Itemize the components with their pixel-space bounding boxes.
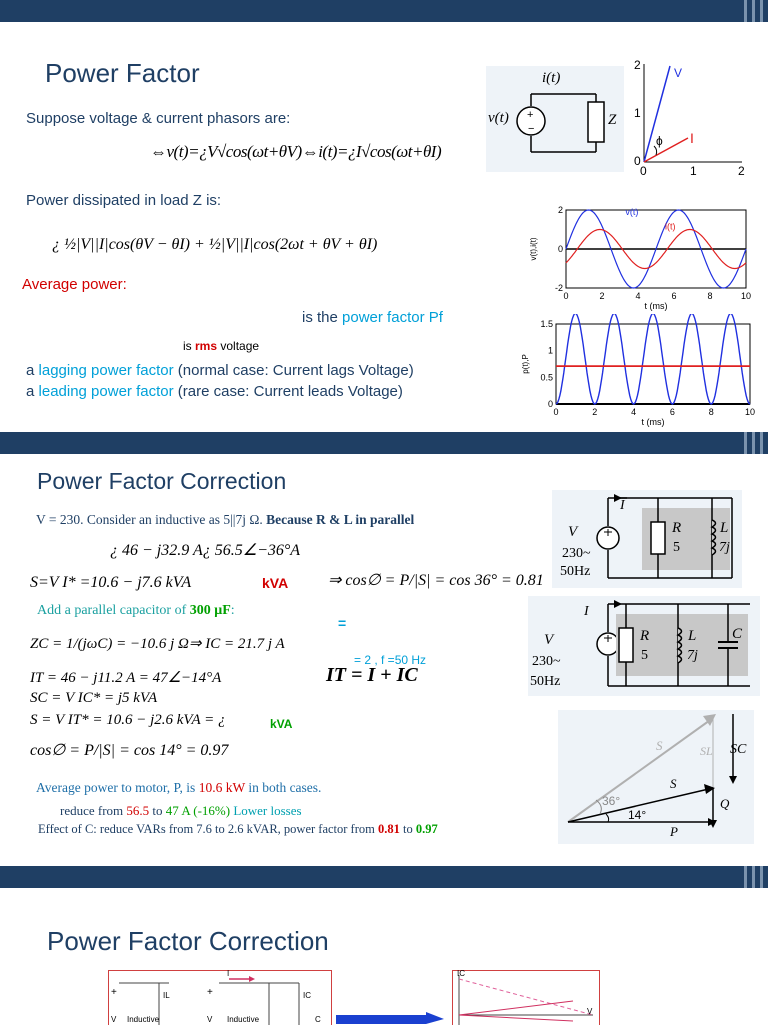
y-tick-label: 2 [557,205,563,215]
f3-ic: IC [303,991,311,1000]
header-band-2 [0,432,768,454]
phasor-ytick-1: 1 [634,106,641,120]
y-tick-label: 1 [547,345,553,356]
c1-l: L [720,520,729,536]
f3-plus2: + [207,987,213,998]
c2-f: 50Hz [530,674,561,689]
circuit-source-label: v(t) [488,110,509,126]
f3-inductive2: Inductive [227,1015,260,1024]
circuit-current-label: i(t) [542,70,561,86]
x-tick-label: 0 [553,407,559,417]
leading-line [26,383,403,400]
zc-equation: ZC = 1/(jωC) = −10.6 j Ω⇒ IC = 21.7 j A [30,636,285,652]
inductor-icon-1 [712,520,716,555]
transition-arrow-icon [336,1012,446,1024]
x-tick-label: 10 [740,291,752,301]
cos-equation-2: cos∅ = P/|S| = cos 14° = 0.97 [30,742,229,759]
c1-l-val: 7j [719,540,730,555]
resistor-icon-2 [619,628,633,662]
svg-text:+: + [527,109,534,121]
c1-v2: 230~ [562,546,591,561]
c2-v2: 230~ [532,654,561,669]
header-band-3 [0,866,768,888]
y-axis-label: p(t),P [521,354,530,374]
c2-v: V [544,632,554,648]
power-triangle-svg [558,710,754,844]
avg-a: Average power to motor, P, is [36,780,199,795]
c2-current: I [584,604,589,619]
x-axis-label: t (ms) [641,417,665,427]
f3-c: C [315,1015,321,1024]
phasor-ytick-0: 0 [634,154,641,168]
phasor-ytick-2: 2 [634,58,641,72]
c1-current: I [620,498,625,513]
cos-equation-1: ⇒ cos∅ = P/|S| = cos 36° = 0.81 [328,572,544,589]
slide2-title: Power Factor Correction [37,468,287,494]
rms-suffix: voltage [217,339,260,353]
phasor-v-label: V [674,66,683,80]
y-tick-label: 0 [557,244,563,254]
dissipated-text: Power dissipated in load Z is: [26,192,222,209]
power-equation-1: S=V I* =10.6 − j7.6 kVA [30,574,192,591]
resistor-icon-1 [651,522,665,554]
x-tick-label: 2 [599,291,605,301]
it-sum-equation: IT = I + IC [326,664,418,686]
tri-s-grey: S [656,738,663,753]
it-equation: IT = 46 − j11.2 A = 47∠−14°A [30,670,222,686]
correction-phasor-figure [452,970,600,1025]
lagging-line [26,362,414,379]
power-equation-2: S = V IT* = 10.6 − j2.6 kVA = ¿ [30,712,226,728]
circuit-load-label: Z [608,112,617,128]
x-tick-label: 4 [635,291,641,301]
power-equation: ¿ ½|V||I|cos(θV − θI) + ½|V||I|cos(2ωt + θV + θI) [52,236,378,253]
add-capacitor-line [37,603,235,619]
rlc-circuit [528,596,760,696]
rms-prefix: is [183,339,195,353]
c1-v: V [568,524,578,540]
x-tick-label: 8 [707,291,713,301]
rms-word: rms [195,339,218,353]
lag-a: a [26,362,39,379]
tri-p: P [670,824,678,839]
add-cap-c: : [230,603,235,618]
sc-equation: SC = V IC* = j5 kVA [30,690,158,706]
rl-circuit [552,490,742,588]
consider-line [36,512,414,528]
rlc-circuit-svg [528,596,760,696]
average-power-label: Average power: [22,276,127,293]
c2-c: C [732,626,743,642]
lag-text: (normal case: Current lags Voltage) [173,362,414,379]
phasor-xtick-1: 1 [690,164,697,178]
x-tick-label: 6 [669,407,675,417]
power-factor-definition [302,309,443,326]
tri-a14: 14° [628,808,647,822]
reduce-b: 56.5 [126,803,150,818]
c2-r-val: 5 [641,648,648,663]
phasor-i-label: I [690,130,694,146]
leading-link: leading power factor [38,383,174,400]
parallel-text: Because R & L in parallel [266,512,415,527]
plot-area [556,324,750,404]
pf-link: power factor Pf [342,309,443,326]
y-tick-label: -2 [554,283,563,293]
correction-phasor-svg [453,971,599,1025]
x-axis-label: t (ms) [644,301,668,311]
f3-v1: V [111,1015,117,1024]
x-tick-label: 10 [744,407,756,417]
reduce-d: 47 A (-16%) [165,803,231,818]
effect-line [38,822,438,837]
consider-text: V = 230. Consider an inductive as 5||7j Ω. [36,512,263,527]
kva-label-1: kVA [262,575,289,591]
load-impedance-icon [588,102,604,142]
effect-d: 0.97 [415,822,438,836]
svg-text:−: − [528,123,535,135]
average-power-line [36,780,321,796]
f3-plus1: + [111,987,117,998]
phasor-xtick-0: 0 [640,164,647,178]
tri-sl: SL [700,744,713,758]
y-tick-label: 0.5 [540,372,553,383]
f3-phasor-v: V [587,1007,593,1016]
x-tick-label: 0 [563,291,569,301]
legend-label-i: i(t) [665,221,676,232]
avg-c: in both cases. [244,780,322,795]
header-band-1 [0,0,768,22]
f3-i: I [227,969,230,978]
correction-circuit-figure [108,970,332,1025]
slide1-title: Power Factor [45,58,200,88]
lagging-link: lagging power factor [38,362,174,379]
phasor-phi-label: ϕ [656,134,663,148]
add-cap-b: 300 μF [189,603,231,618]
power-triangle [558,710,754,844]
f3-v2: V [207,1015,213,1024]
c2-l-val: 7j [687,648,698,663]
phasor-plot [630,58,758,178]
equals-sign: = [338,615,347,631]
x-tick-label: 4 [631,407,637,417]
phasor-plot-svg [630,58,758,178]
f3-il: IL [163,991,170,1000]
y-tick-label: 1.5 [540,319,553,329]
c1-r-val: 5 [673,540,680,555]
effect-a: Effect of C: reduce VARs from 7.6 to 2.6 kVAR, power factor from [38,822,378,836]
y-axis-label: v(t),i(t) [529,237,538,261]
tri-s: S [670,776,677,791]
x-tick-label: 6 [671,291,677,301]
slide3-title: Power Factor Correction [47,926,329,956]
tri-q: Q [720,796,730,811]
c2-l: L [688,628,697,644]
reduce-c: to [149,803,166,818]
c2-r: R [640,628,650,644]
x-tick-label: 8 [708,407,714,417]
reduce-a: reduce from [60,803,127,818]
phasor-i-line [644,138,688,162]
source-load-circuit [486,66,624,172]
c1-r: R [672,520,682,536]
kva-label-2: kVA [270,717,293,731]
suppose-text: Suppose voltage & current phasors are: [26,110,291,127]
reduce-e: Lower losses [230,803,302,818]
f3-inductive1: Inductive [127,1015,160,1024]
reduce-line [60,803,302,819]
tri-sc: SC [730,742,747,757]
f3-phasor-ic: IC [457,969,465,978]
phasor-equation: ⇔v(t)=¿V√cos(ωt+θV)⇔i(t)=¿I√cos(ωt+θI) [150,142,442,161]
add-cap-a: Add a parallel capacitor of [37,603,190,618]
current-equation: ¿ 46 − j32.9 A¿ 56.5∠−36°A [110,542,301,559]
effect-c: to [399,822,416,836]
effect-b: 0.81 [377,822,400,836]
pf-prefix: is the [302,309,343,326]
inductor-icon-2 [678,628,682,663]
omega-note: = 2 , f =50 Hz [354,653,427,667]
c1-f: 50Hz [560,564,591,579]
legend-label-v: v(t) [625,206,639,217]
avg-b: 10.6 kW [198,780,245,795]
lead-text: (rare case: Current leads Voltage) [173,383,403,400]
tri-a36: 36° [602,794,621,808]
x-tick-label: 2 [592,407,598,417]
power-chart [520,314,764,432]
y-tick-label: 0 [547,399,553,409]
lead-a: a [26,383,39,400]
voltage-current-chart [528,202,760,314]
rms-note [183,339,259,353]
phasor-xtick-2: 2 [738,164,745,178]
